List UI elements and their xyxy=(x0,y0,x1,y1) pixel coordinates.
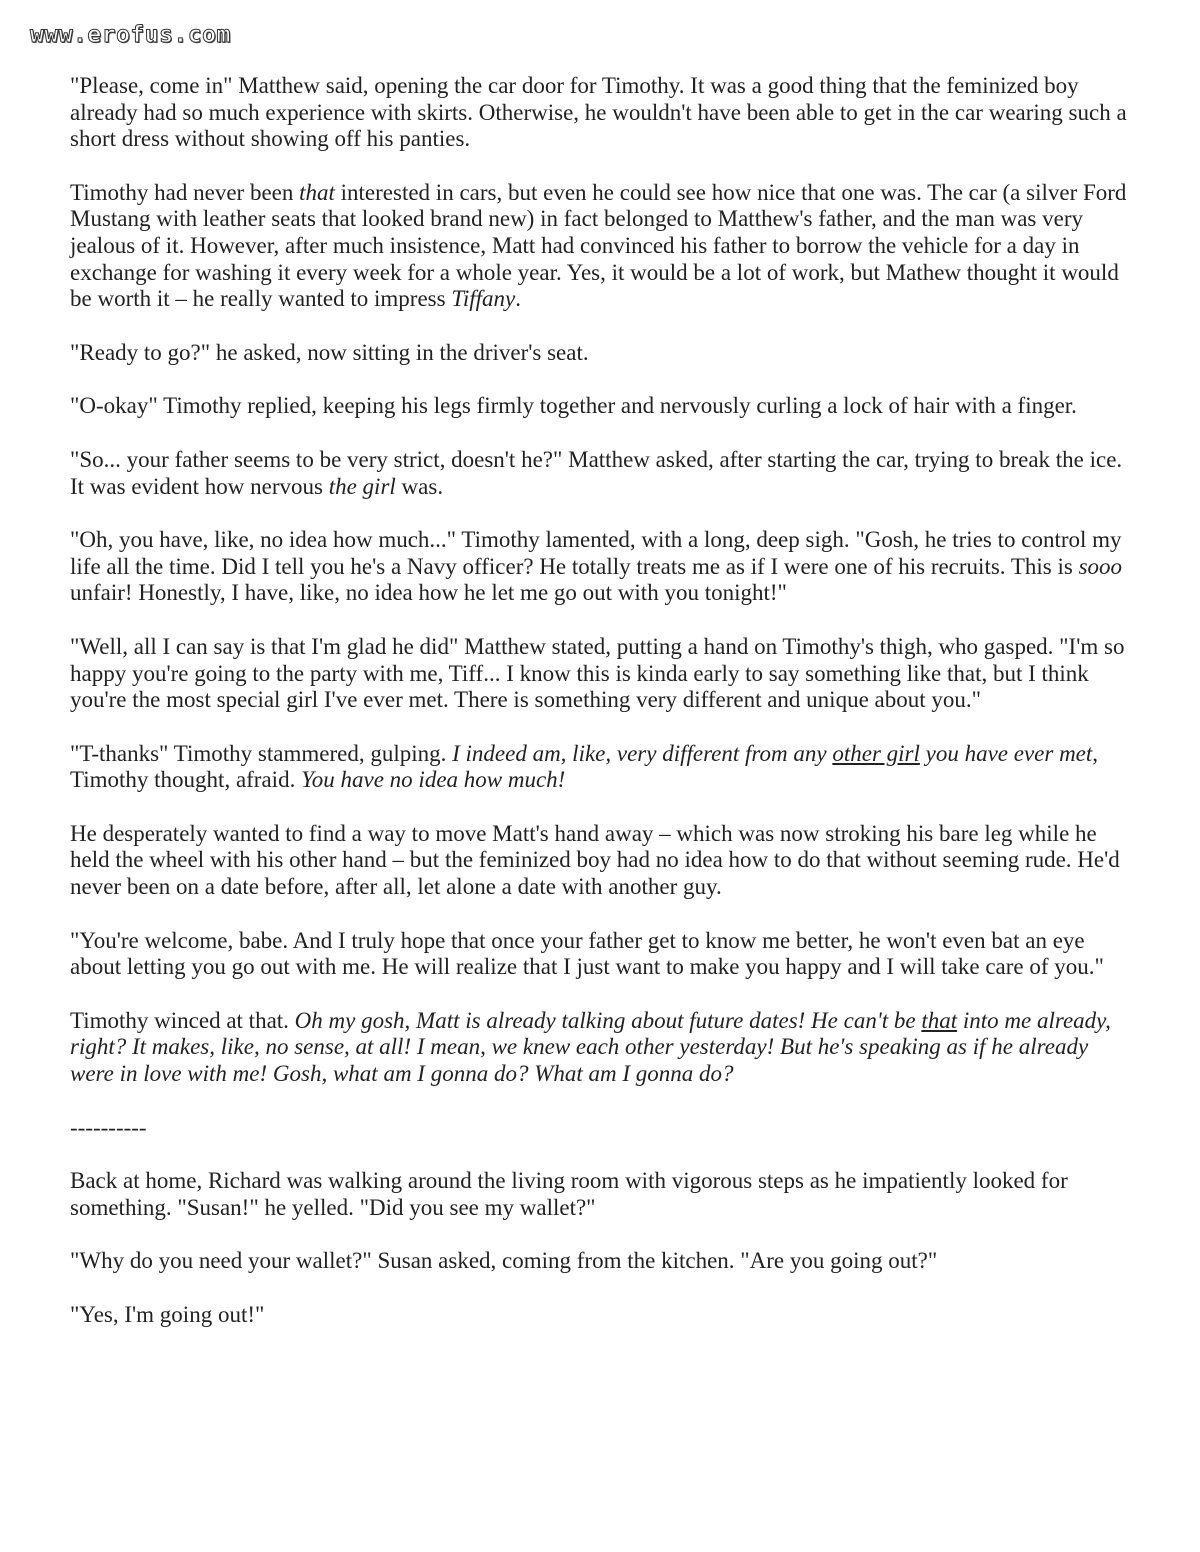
text-run: ---------- xyxy=(70,1114,147,1140)
text-run: "Well, all I can say is that I'm glad he did" Matthew stated, putting a hand on Timothy's thigh, who gasped. "I'm so happy you're going to the party with me, Tiff... I know this is kinda early to say something like that, but I think you're the most special girl I've ever met. There is something very different and unique about you." xyxy=(70,633,1125,713)
text-run: sooo xyxy=(1078,553,1123,579)
paragraph xyxy=(70,821,1132,901)
text-run: was. xyxy=(395,473,444,499)
text-run: you have ever met xyxy=(919,740,1093,766)
text-run: the girl xyxy=(328,473,396,499)
text-run: You have no idea how much! xyxy=(301,767,566,793)
paragraph xyxy=(70,1168,1132,1221)
text-run: that xyxy=(299,179,335,205)
text-run: . xyxy=(515,286,521,312)
text-run: , Timothy thought, afraid. xyxy=(70,740,1099,793)
text-run: other girl xyxy=(832,740,920,766)
paragraph xyxy=(70,741,1132,794)
text-run: "Oh, you have, like, no idea how much..." Timothy lamented, with a long, deep sigh. "Gosh, he tries to control my life all the time. Did I tell you he's a Navy officer? He totally treats me as if I were one of his recruits. This is xyxy=(70,527,1122,579)
text-run: "You're welcome, babe. And I truly hope that once your father get to know me better, he won't even bat an eye about letting you go out with me. He will realize that I just want to make you happy and I will take care of you." xyxy=(70,927,1104,980)
text-run: "O-okay" Timothy replied, keeping his legs firmly together and nervously curling a lock of hair with a finger. xyxy=(70,393,1077,419)
paragraph xyxy=(70,393,1132,420)
text-run: Timothy winced at that. xyxy=(70,1007,295,1033)
paragraph xyxy=(70,527,1132,607)
text-run: "T-thanks" Timothy stammered, gulping. xyxy=(70,740,453,766)
scene-separator xyxy=(70,1115,1132,1142)
text-run: He desperately wanted to find a way to move Matt's hand away – which was now stroking his bare leg while he held the wheel with his other hand – but the feminized boy had no idea how to do that without seeming rude. He'd never been on a date before, after all, let alone a date with another guy. xyxy=(70,820,1120,900)
paragraph xyxy=(70,928,1132,981)
paragraph xyxy=(70,73,1132,153)
text-run: "Yes, I'm going out!" xyxy=(70,1302,265,1327)
text-run: "Why do you need your wallet?" Susan asked, coming from the kitchen. "Are you going out?" xyxy=(70,1248,938,1274)
paragraph xyxy=(70,1302,1132,1329)
paragraph xyxy=(70,180,1132,313)
text-run: Back at home, Richard was walking around the living room with vigorous steps as he impatiently looked for something. "Susan!" he yelled. "Did you see my wallet?" xyxy=(70,1168,1068,1220)
text-run: "Ready to go?" he asked, now sitting in the driver's seat. xyxy=(70,339,589,365)
watermark-logo: www.erofus.com xyxy=(30,22,231,48)
paragraph xyxy=(70,447,1132,500)
text-run: "So... your father seems to be very strict, doesn't he?" Matthew asked, after starting the car, trying to break the ice. It was evident how nervous xyxy=(70,446,1123,499)
paragraph xyxy=(70,1248,1132,1275)
text-run: unfair! Honestly, I have, like, no idea how he let me go out with you tonight!" xyxy=(70,580,787,606)
document-body xyxy=(70,73,1132,1356)
paragraph xyxy=(70,634,1132,714)
text-run: Oh my gosh, Matt is already talking about future dates! He can't be xyxy=(294,1007,922,1033)
text-run: that xyxy=(921,1007,958,1033)
paragraph xyxy=(70,340,1132,367)
text-run: Tiffany xyxy=(451,286,516,312)
paragraph xyxy=(70,1008,1132,1088)
text-run: Timothy had never been xyxy=(70,179,300,205)
text-run: into me already, right? It makes, like, no sense, at all! I mean, we knew each other yesterday! But he's speaking as if he already were in love with me! Gosh, what am I gonna do? What am I gonna do? xyxy=(70,1007,1111,1087)
text-run: "Please, come in" Matthew said, opening the car door for Timothy. It was a good thing that the feminized boy already had so much experience with skirts. Otherwise, he wouldn't have been able to get in the car wearing such a short dress without showing off his panties. xyxy=(70,73,1127,152)
text-run: interested in cars, but even he could see how nice that one was. The car (a silver Ford Mustang with leather seats that looked brand new) in fact belonged to Matthew's father, and the man was very jealous of it. However, after much insistence, Matt had convinced his father to borrow the vehicle for a day in exchange for washing it every week for a whole year. Yes, it would be a lot of work, but Mathew thought it would be worth it – he really wanted to impress xyxy=(70,179,1127,312)
text-run: I indeed am, like, very different from any xyxy=(452,740,833,766)
